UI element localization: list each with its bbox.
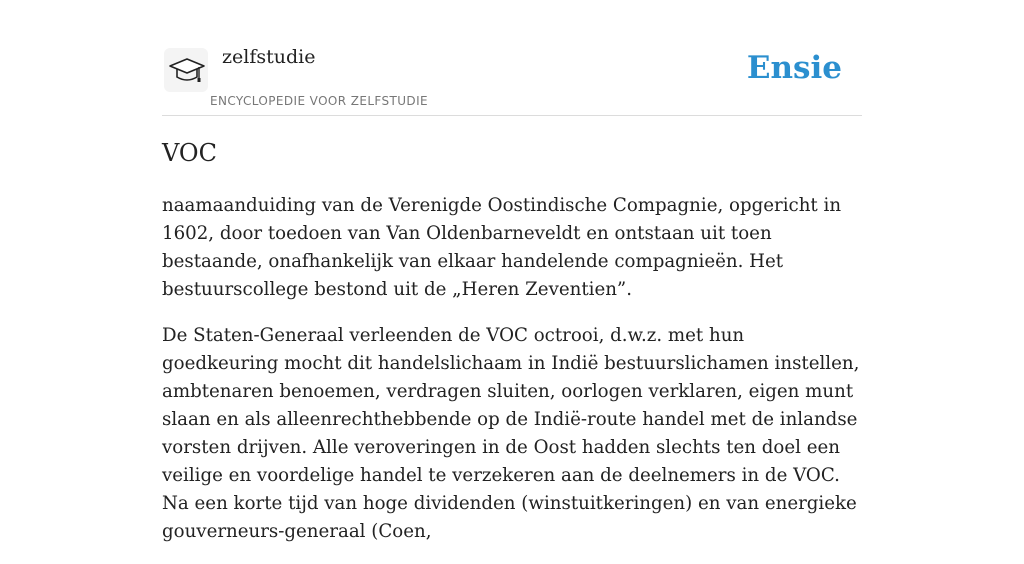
page-title: VOC bbox=[162, 139, 217, 167]
site-logo[interactable] bbox=[164, 48, 208, 92]
site-header bbox=[162, 0, 862, 116]
site-name[interactable]: zelfstudie bbox=[222, 46, 316, 68]
site-subtitle: ENCYCLOPEDIE VOOR ZELFSTUDIE bbox=[210, 94, 428, 108]
article-body bbox=[162, 192, 862, 564]
article-paragraph: De Staten-Generaal verleenden de VOC octrooi, d.w.z. met hun goedkeuring mocht dit handelslichaam in Indië bestuurslichamen instellen, ambtenaren benoemen, verdragen sluiten, oorlogen verklaren, eigen munt slaan en als alleenrechthebbende op de Indië-route handel met de inlandse vorsten drijven. Alle veroveringen in de Oost hadden slechts ten doel een veilige en voordelige handel te verzekeren aan de deelnemers in de VOC. Na een korte tijd van hoge dividenden (winstuitkeringen) en van energieke gouverneurs-generaal (Coen, bbox=[162, 325, 860, 542]
brand-logo[interactable]: Ensie bbox=[746, 50, 842, 86]
graduation-cap-icon bbox=[168, 54, 206, 86]
article-paragraph: naamaanduiding van de Verenigde Oostindische Compagnie, opgericht in 1602, door toedoen van Van Oldenbarneveldt en ontstaan uit toen bestaande, onafhankelijk van elkaar handelende compagnieën. Het bestuurscollege bestond uit de „Heren Zeventien”. bbox=[162, 195, 842, 300]
